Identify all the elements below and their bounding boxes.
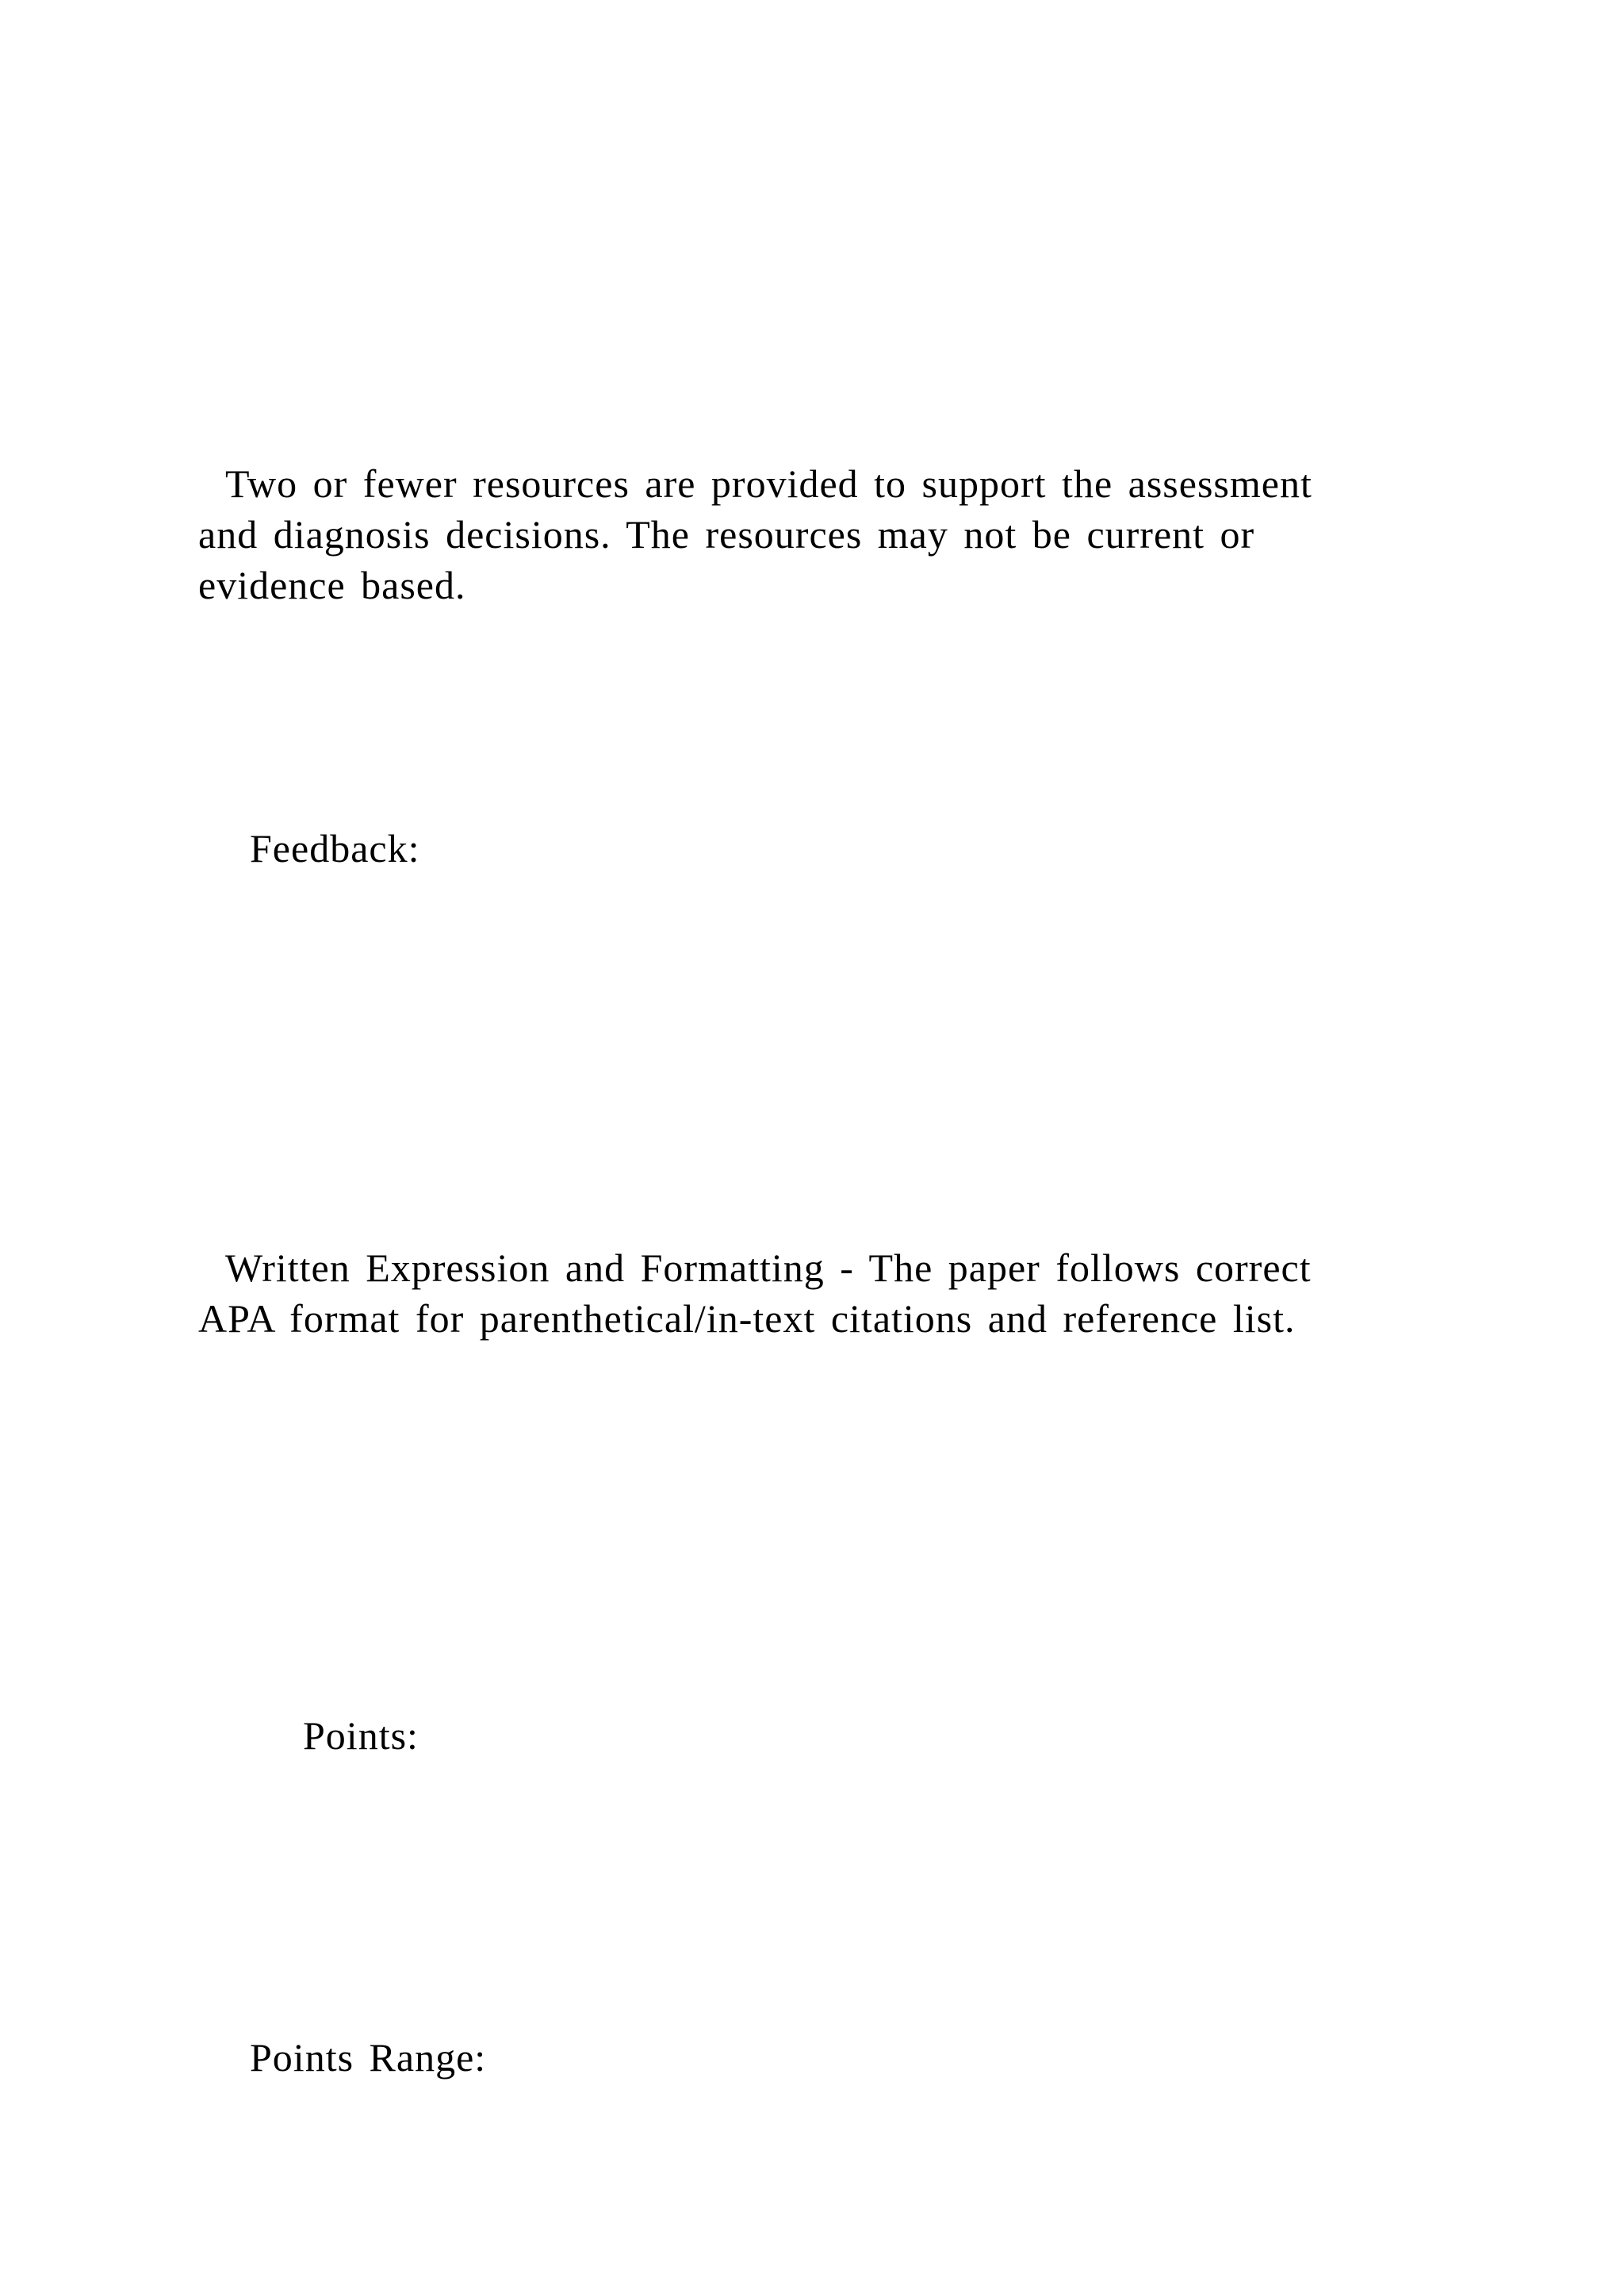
points-range-label: Points Range:	[250, 2035, 487, 2080]
written-expression-criterion-line-1: Written Expression and Formatting - The paper follows correct	[225, 1246, 1312, 1290]
feedback-label: Feedback:	[250, 826, 420, 871]
points-label: Points:	[303, 1713, 419, 1758]
written-expression-criterion-line-2: APA format for parenthetical/in-text citations and reference list.	[198, 1296, 1296, 1341]
resources-criterion-line-2: and diagnosis decisions. The resources may not be current or	[198, 512, 1255, 557]
resources-criterion-line-3: evidence based.	[198, 563, 466, 607]
resources-criterion-line-1: Two or fewer resources are provided to support the assessment	[225, 461, 1312, 506]
